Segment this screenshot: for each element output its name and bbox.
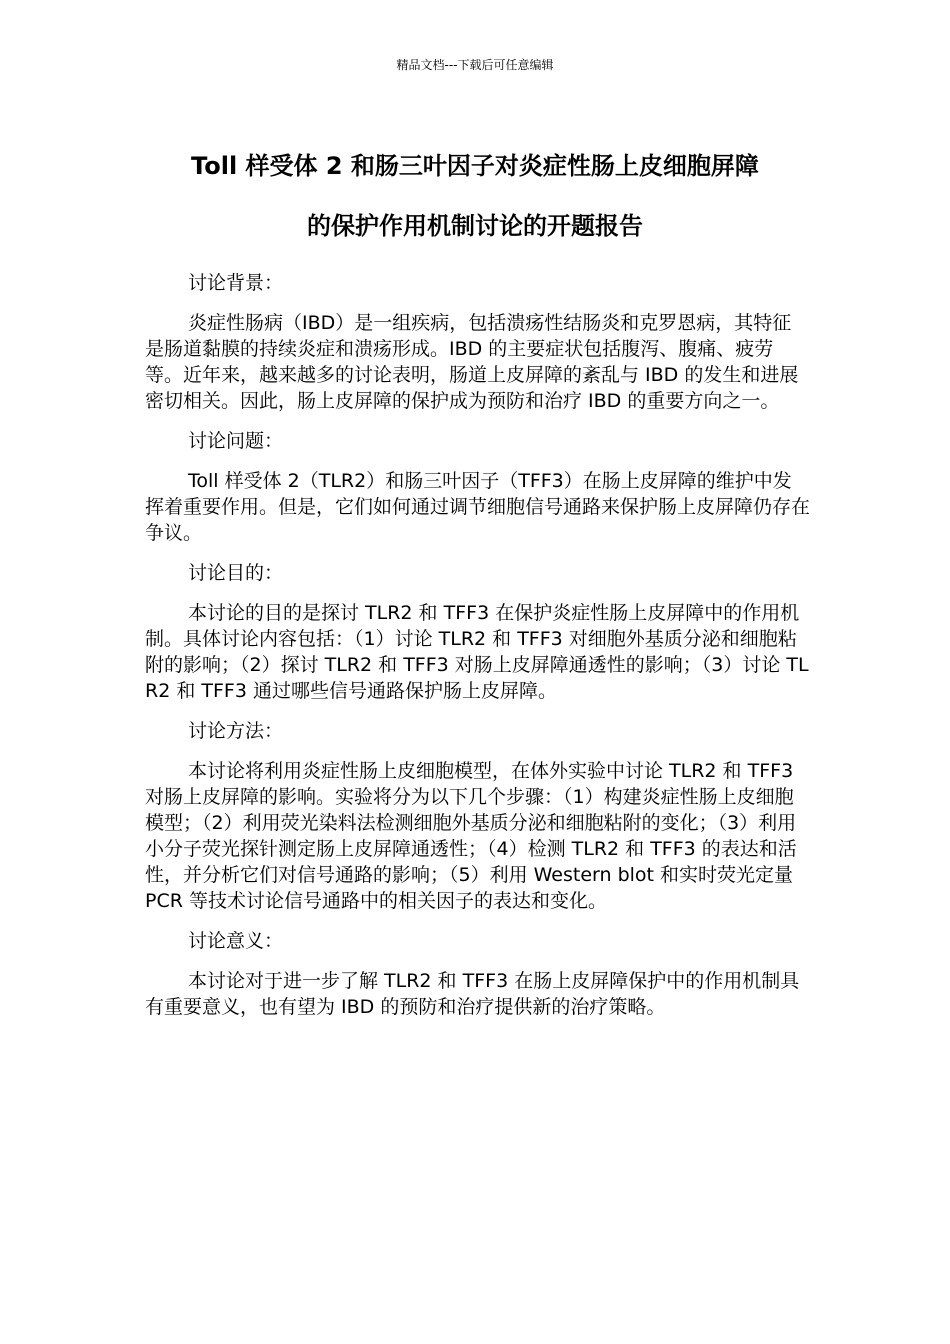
section-label-background: 讨论背景：: [188, 272, 284, 294]
section-text-significance: 本讨论对于进一步了解 TLR2 和 TFF3 在肠上皮屏障保护中的作用机制具有重要意义，也有望为 IBD 的预防和治疗提供新的治疗策略。: [145, 970, 800, 1018]
page-header-note: 精品文档---下载后可任意编辑: [396, 58, 554, 72]
document-title-line-1: Toll 样受体 2 和肠三叶因子对炎症性肠上皮细胞屏障: [191, 152, 759, 180]
document-title: [120, 136, 830, 256]
section-text-method: 本讨论将利用炎症性肠上皮细胞模型，在体外实验中讨论 TLR2 和 TFF3 对肠上皮屏障的影响。实验将分为以下几个步骤：（1）构建炎症性肠上皮细胞模型；（2）利用荧光染料法检测细胞外基质分泌和细胞粘附的变化；（3）利用小分子荧光探针测定肠上皮屏障通透性；（4）检测 TLR2 和 TFF3 的表达和活性，并分析它们对信号通路的影响；（5）利用 Western blot 和实时荧光定量 PCR 等技术讨论信号通路中的相关因子的表达和变化。: [145, 760, 797, 912]
document-title-line-2: 的保护作用机制讨论的开题报告: [307, 212, 643, 240]
section-label-significance: 讨论意义：: [188, 930, 284, 952]
section-label-method: 讨论方法：: [188, 720, 284, 742]
document-body: [145, 270, 810, 1034]
section-text-question: Toll 样受体 2（TLR2）和肠三叶因子（TFF3）在肠上皮屏障的维护中发挥着重要作用。但是，它们如何通过调节细胞信号通路来保护肠上皮屏障仍存在争议。: [145, 470, 811, 544]
section-text-purpose: 本讨论的目的是探讨 TLR2 和 TFF3 在保护炎症性肠上皮屏障中的作用机制。具体讨论内容包括：（1）讨论 TLR2 和 TFF3 对细胞外基质分泌和细胞粘附的影响；（2）探讨 TLR2 和 TFF3 对肠上皮屏障通透性的影响；（3）讨论 TLR2 和 TFF3 通过哪些信号通路保护肠上皮屏障。: [145, 602, 809, 702]
section-label-question: 讨论问题：: [188, 430, 284, 452]
section-label-purpose: 讨论目的：: [188, 562, 284, 584]
section-text-background: 炎症性肠病（IBD）是一组疾病，包括溃疡性结肠炎和克罗恩病，其特征是肠道黏膜的持续炎症和溃疡形成。IBD 的主要症状包括腹泻、腹痛、疲劳等。近年来，越来越多的讨论表明，肠道上皮屏障的紊乱与 IBD 的发生和进展密切相关。因此，肠上皮屏障的保护成为预防和治疗 IBD 的重要方向之一。: [145, 312, 799, 412]
